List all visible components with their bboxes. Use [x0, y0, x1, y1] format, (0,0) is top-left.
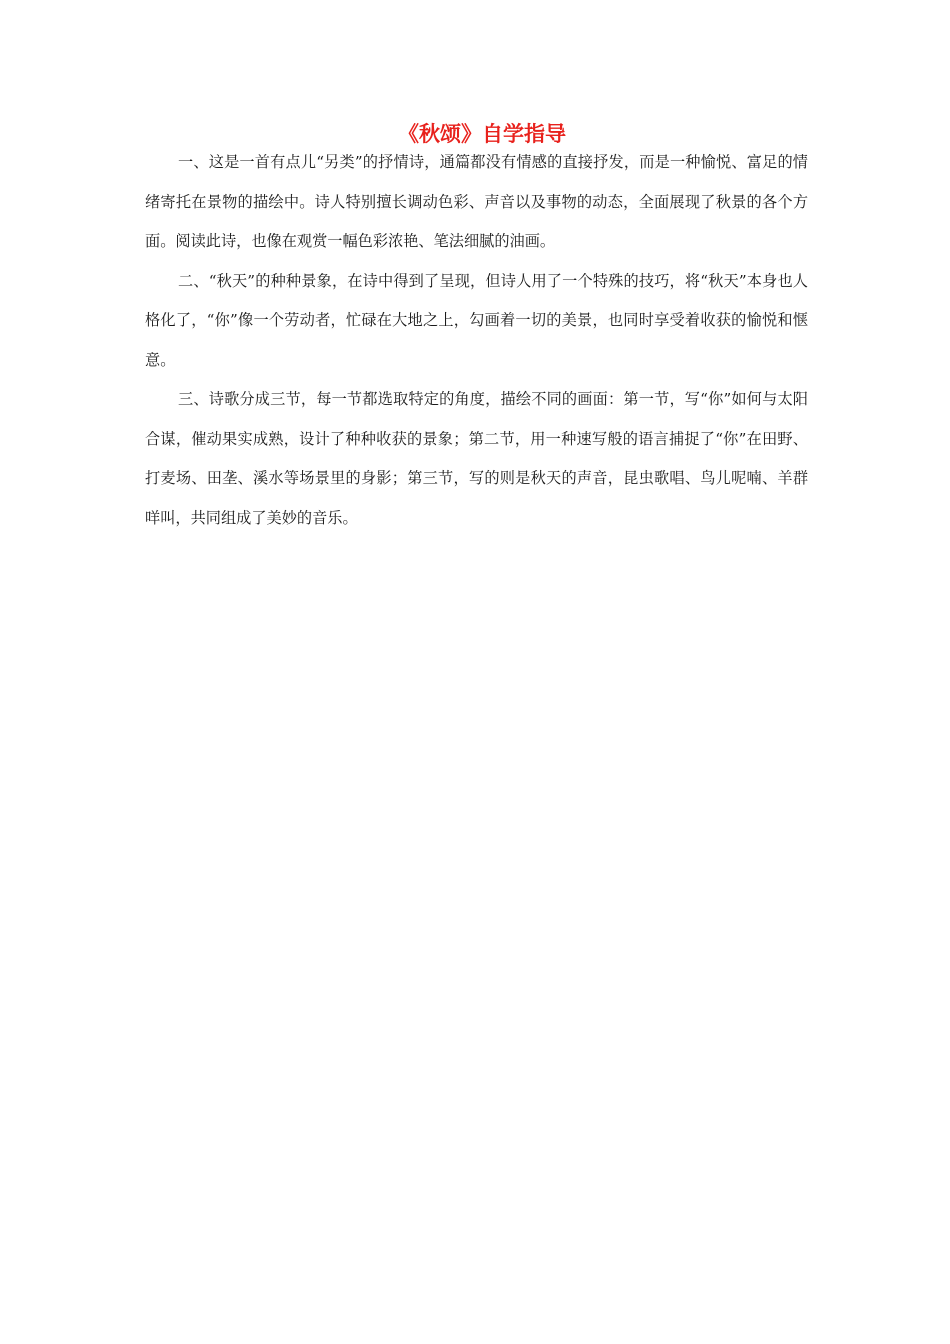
paragraph-1: 一、这是一首有点儿“另类”的抒情诗，通篇都没有情感的直接抒发，而是一种愉悦、富足的情绪寄托在景物的描绘中。诗人特别擅长调动色彩、声音以及事物的动态，全面展现了秋景的各个方面。阅读此诗，也像在观赏一幅色彩浓艳、笔法细腻的油画。 [145, 153, 808, 250]
document-title: 《秋颂》自学指导 [398, 122, 566, 146]
document-body [145, 143, 808, 538]
paragraph-3: 三、诗歌分成三节，每一节都选取特定的角度，描绘不同的画面：第一节，写“你”如何与太阳合谋，催动果实成熟，设计了种种收获的景象；第二节，用一种速写般的语言捕捉了“你”在田野、打麦场、田垄、溪水等场景里的身影；第三节，写的则是秋天的声音，昆虫歌唱、鸟儿呢喃、羊群咩叫，共同组成了美妙的音乐。 [145, 390, 808, 527]
paragraph-2: 二、“秋天”的种种景象，在诗中得到了呈现，但诗人用了一个特殊的技巧，将“秋天”本身也人格化了，“你”像一个劳动者，忙碌在大地之上，勾画着一切的美景，也同时享受着收获的愉悦和惬意。 [145, 271, 808, 369]
